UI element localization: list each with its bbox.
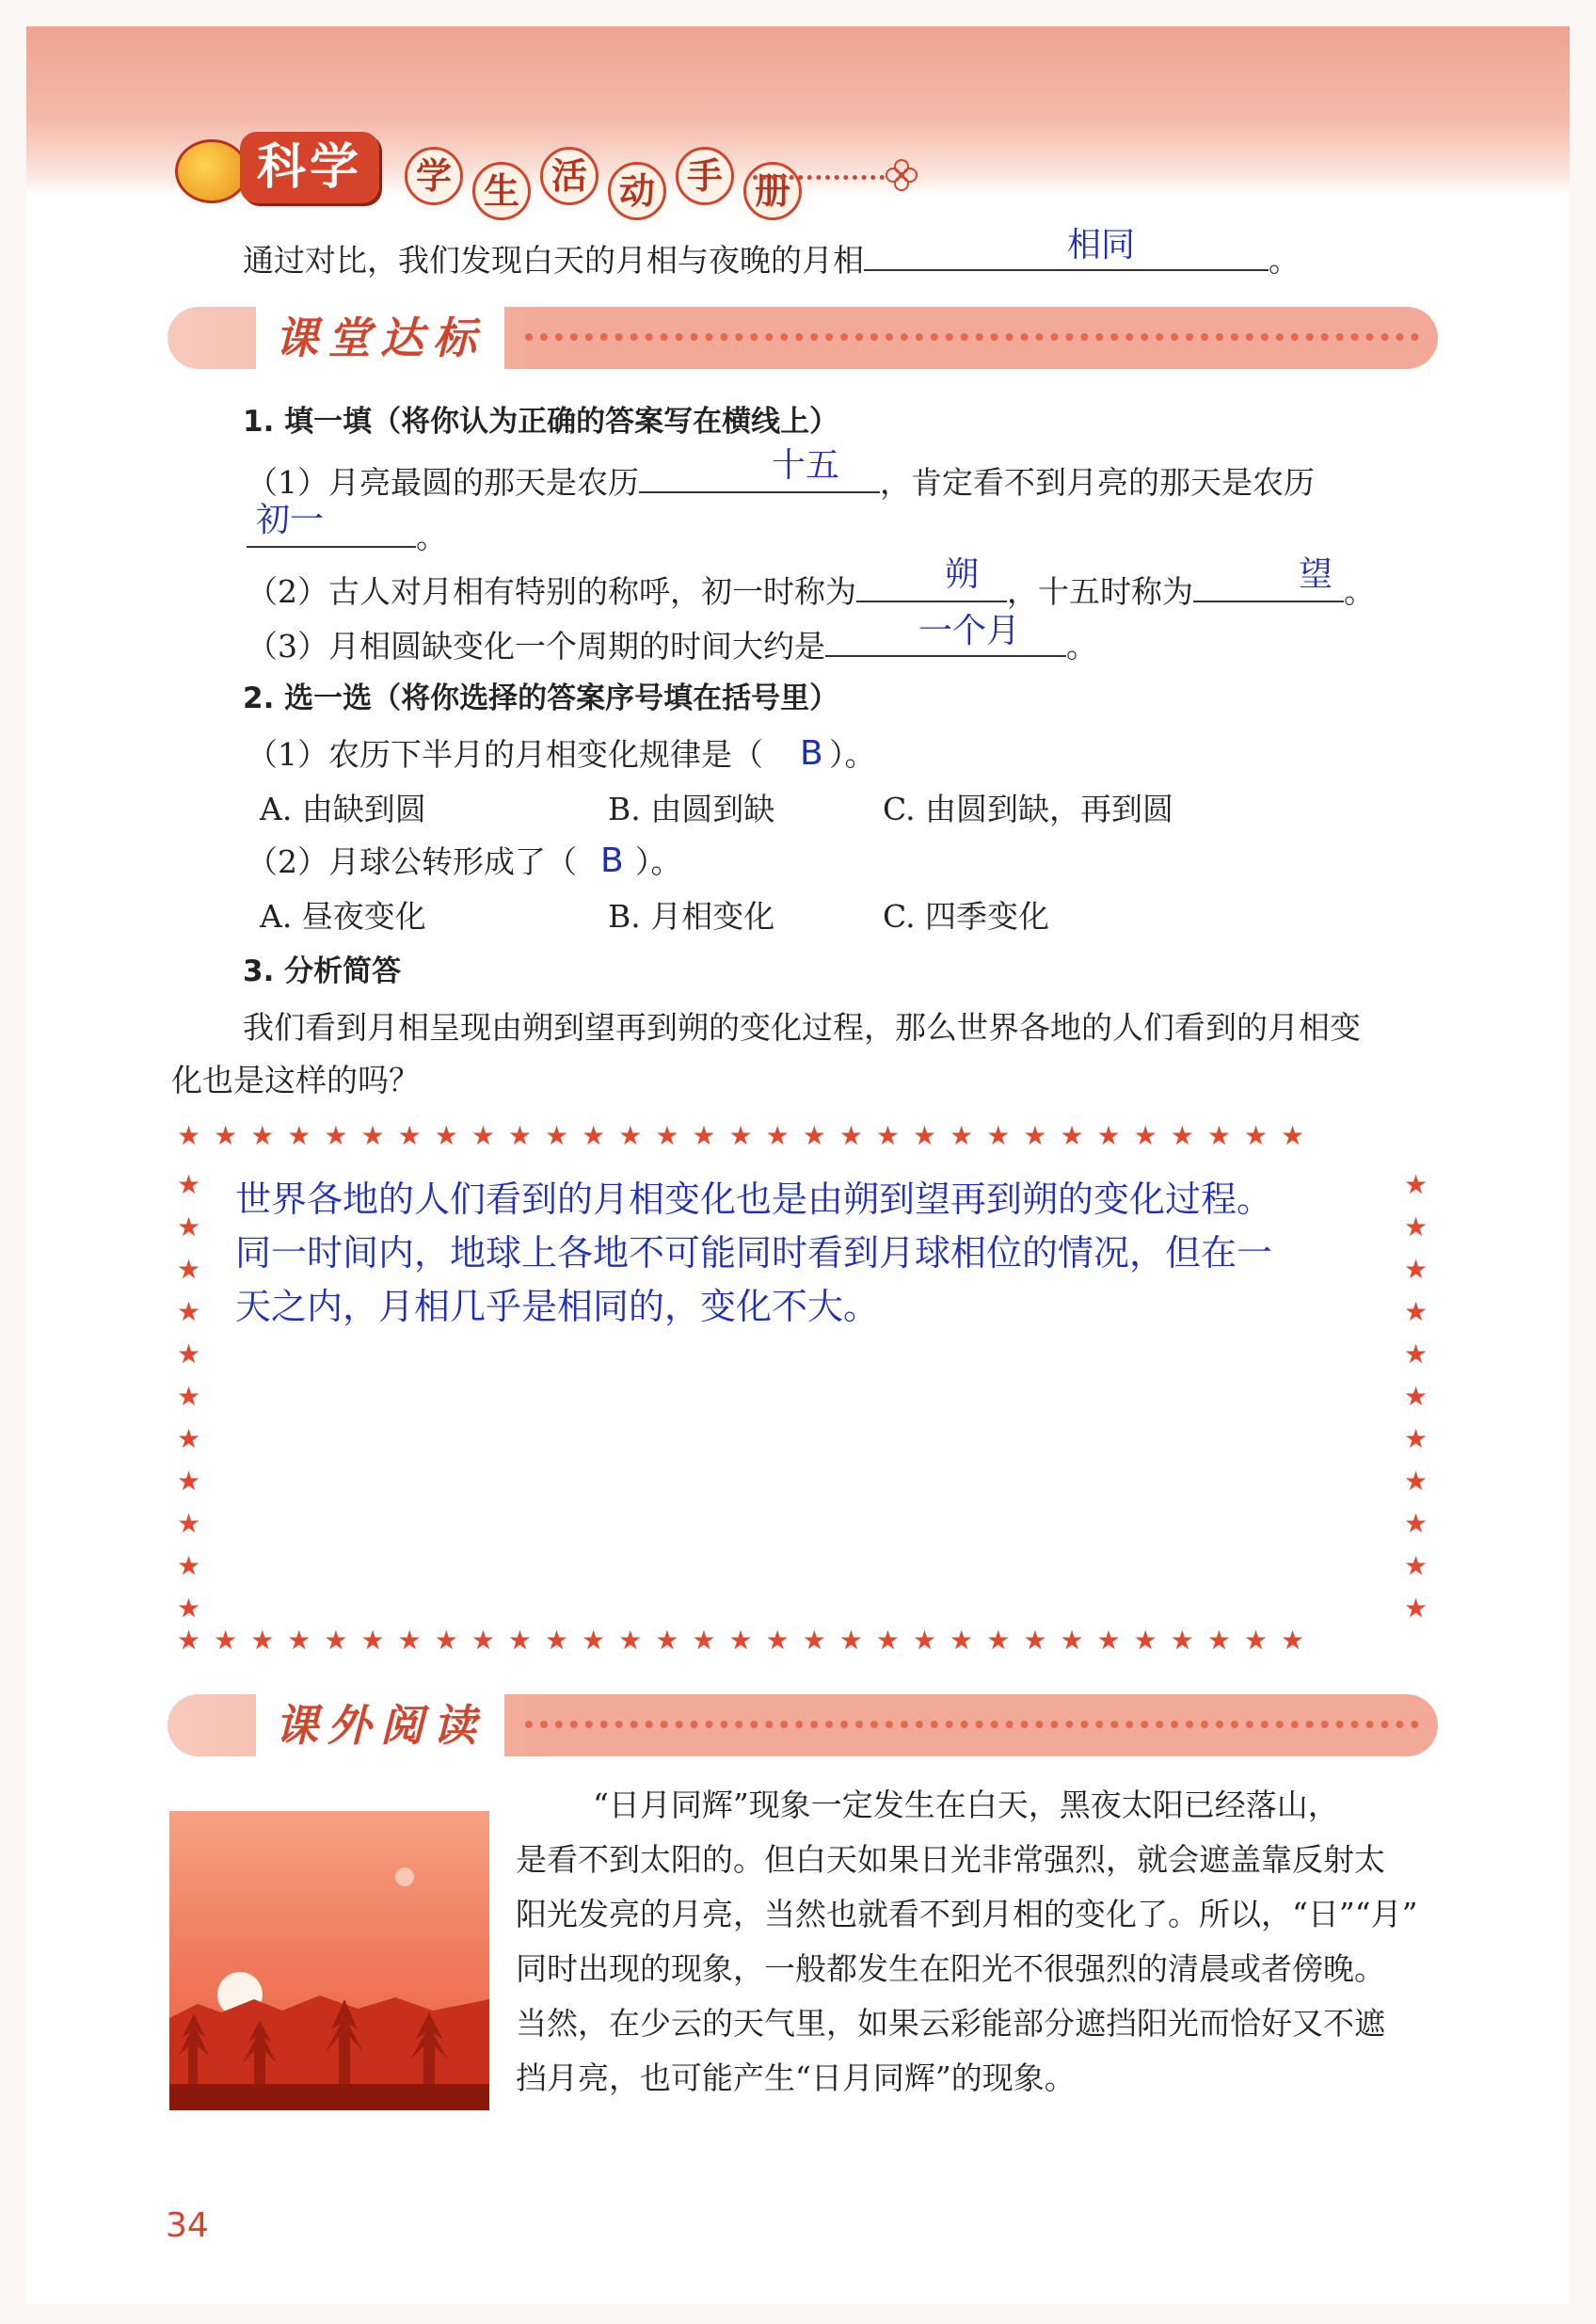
q1-item2-text2: ，十五时称为 (1007, 573, 1193, 610)
q2-item2-option-b: B. 月相变化 (608, 898, 775, 935)
bee-icon (175, 139, 248, 203)
q2-heading: 2. 选一选（将你选择的答案序号填在括号里） (243, 681, 839, 715)
star-border-right: ★ ★ ★ ★ ★ ★ ★ ★ ★ ★ ★ (1404, 1169, 1428, 1624)
sunset-illustration (169, 1811, 489, 2110)
star-border-top: ★★★★★★★★★★★★★★★★★★★★★★★★★★★★★★★ (177, 1120, 1318, 1151)
section-dots (525, 1721, 1419, 1728)
q2-item1-answer: B (800, 734, 823, 773)
q2-item2-end: ）。 (635, 843, 682, 880)
q1-item3-end: 。 (1066, 628, 1097, 665)
q2-item2-option-c: C. 四季变化 (883, 898, 1050, 935)
q1-item2 (247, 569, 1375, 611)
q2-item1-end: ）。 (829, 736, 876, 773)
q1-item1-text: （1）月亮最圆的那天是农历 (247, 464, 639, 501)
q1-heading: 1. 填一填（将你认为正确的答案写在横线上） (243, 405, 839, 439)
q3-answer-line: 世界各地的人们看到的月相变化也是由朔到望再到朔的变化过程。 (235, 1178, 1273, 1220)
q3-answer-line: 天之内，月相几乎是相同的，变化不大。 (235, 1286, 880, 1327)
subject-badge: 科学 (240, 132, 379, 203)
q3-question-line1: 我们看到月相呈现由朔到望再到朔的变化过程，那么世界各地的人们看到的月相变 (243, 1009, 1361, 1046)
q1-item1-end: 。 (416, 519, 447, 555)
intro-blank[interactable] (864, 237, 1269, 271)
intro-answer: 相同 (1067, 226, 1136, 264)
sun-moon-photo (169, 1811, 489, 2110)
q1-item2-end: 。 (1344, 573, 1375, 610)
moon-icon (395, 1867, 414, 1886)
section-banner-reading (168, 1694, 1438, 1756)
q2-item2-answer: B (600, 841, 624, 880)
q3-answer-line: 同一时间内，地球上各地不可能同时看到月球相位的情况，但在一 (235, 1232, 1273, 1274)
q2-item1 (247, 736, 876, 774)
reading-line: 阳光发亮的月亮，当然也就看不到月相的变化了。所以，“日”“月” (516, 1896, 1418, 1932)
reading-line: 是看不到太阳的。但白天如果日光非常强烈，就会遮盖靠反射太 (516, 1841, 1385, 1878)
reading-line: 挡月亮，也可能产生“日月同辉”的现象。 (516, 2060, 1076, 2096)
q1-item2-blank1[interactable] (856, 569, 1007, 602)
q2-item1-option-a: A. 由缺到圆 (260, 791, 426, 827)
section-dots (525, 333, 1419, 341)
q2-item1-option-c: C. 由圆到缺，再到圆 (883, 791, 1174, 827)
section-banner-practice (168, 307, 1438, 369)
q1-item2-answer2: 望 (1299, 555, 1333, 594)
star-border-left: ★ ★ ★ ★ ★ ★ ★ ★ ★ ★ ★ (177, 1169, 201, 1624)
q1-item1-blank1[interactable] (639, 459, 880, 493)
q1-item3-text: （3）月相圆缺变化一个周期的时间大约是 (247, 628, 825, 665)
q3-question-line2: 化也是这样的吗？ (171, 1062, 420, 1098)
header-dots (753, 175, 885, 180)
title-char: 册 (743, 162, 802, 220)
reading-line: “日月同辉”现象一定发生在白天，黑夜太阳已经落山， (593, 1787, 1339, 1823)
q2-item1-text: （1）农历下半月的月相变化规律是（ (247, 736, 763, 773)
flower-icon (885, 158, 918, 192)
title-char: 动 (608, 162, 666, 220)
intro-text: 通过对比，我们发现白天的月相与夜晚的月相 (243, 242, 864, 279)
page-number: 34 (166, 2206, 209, 2245)
title-char: 手 (676, 147, 734, 205)
q1-item1-text2: ，肯定看不到月亮的那天是农历 (880, 464, 1315, 501)
reading-line: 当然，在少云的天气里，如果云彩能部分遮挡阳光而恰好又不遮 (516, 2005, 1385, 2042)
title-char: 活 (540, 147, 598, 205)
q1-item2-text: （2）古人对月相有特别的称呼，初一时称为 (247, 573, 856, 610)
q2-item2-text: （2）月球公转形成了（ (247, 843, 577, 880)
q2-item1-option-b: B. 由圆到缺 (608, 791, 775, 827)
q1-item1-answer2: 初一 (256, 501, 325, 539)
reading-line: 同时出现的现象，一般都发生在阳光不很强烈的清晨或者傍晚。 (516, 1950, 1385, 1987)
star-border-bottom: ★★★★★★★★★★★★★★★★★★★★★★★★★★★★★★★ (177, 1625, 1318, 1656)
section-title: 课堂达标 (256, 299, 504, 377)
intro-line (243, 237, 1300, 280)
section-title: 课外阅读 (256, 1687, 504, 1764)
title-char: 生 (472, 162, 531, 220)
handbook-title (405, 147, 802, 220)
q3-heading: 3. 分析简答 (243, 954, 402, 988)
intro-end: 。 (1269, 242, 1300, 279)
q1-item2-answer1: 朔 (945, 555, 980, 594)
q1-item1-answer1: 十五 (772, 446, 840, 485)
q2-item2-option-a: A. 昼夜变化 (260, 898, 426, 935)
q1-item3-answer: 一个月 (918, 612, 1021, 650)
title-char: 学 (405, 147, 463, 205)
